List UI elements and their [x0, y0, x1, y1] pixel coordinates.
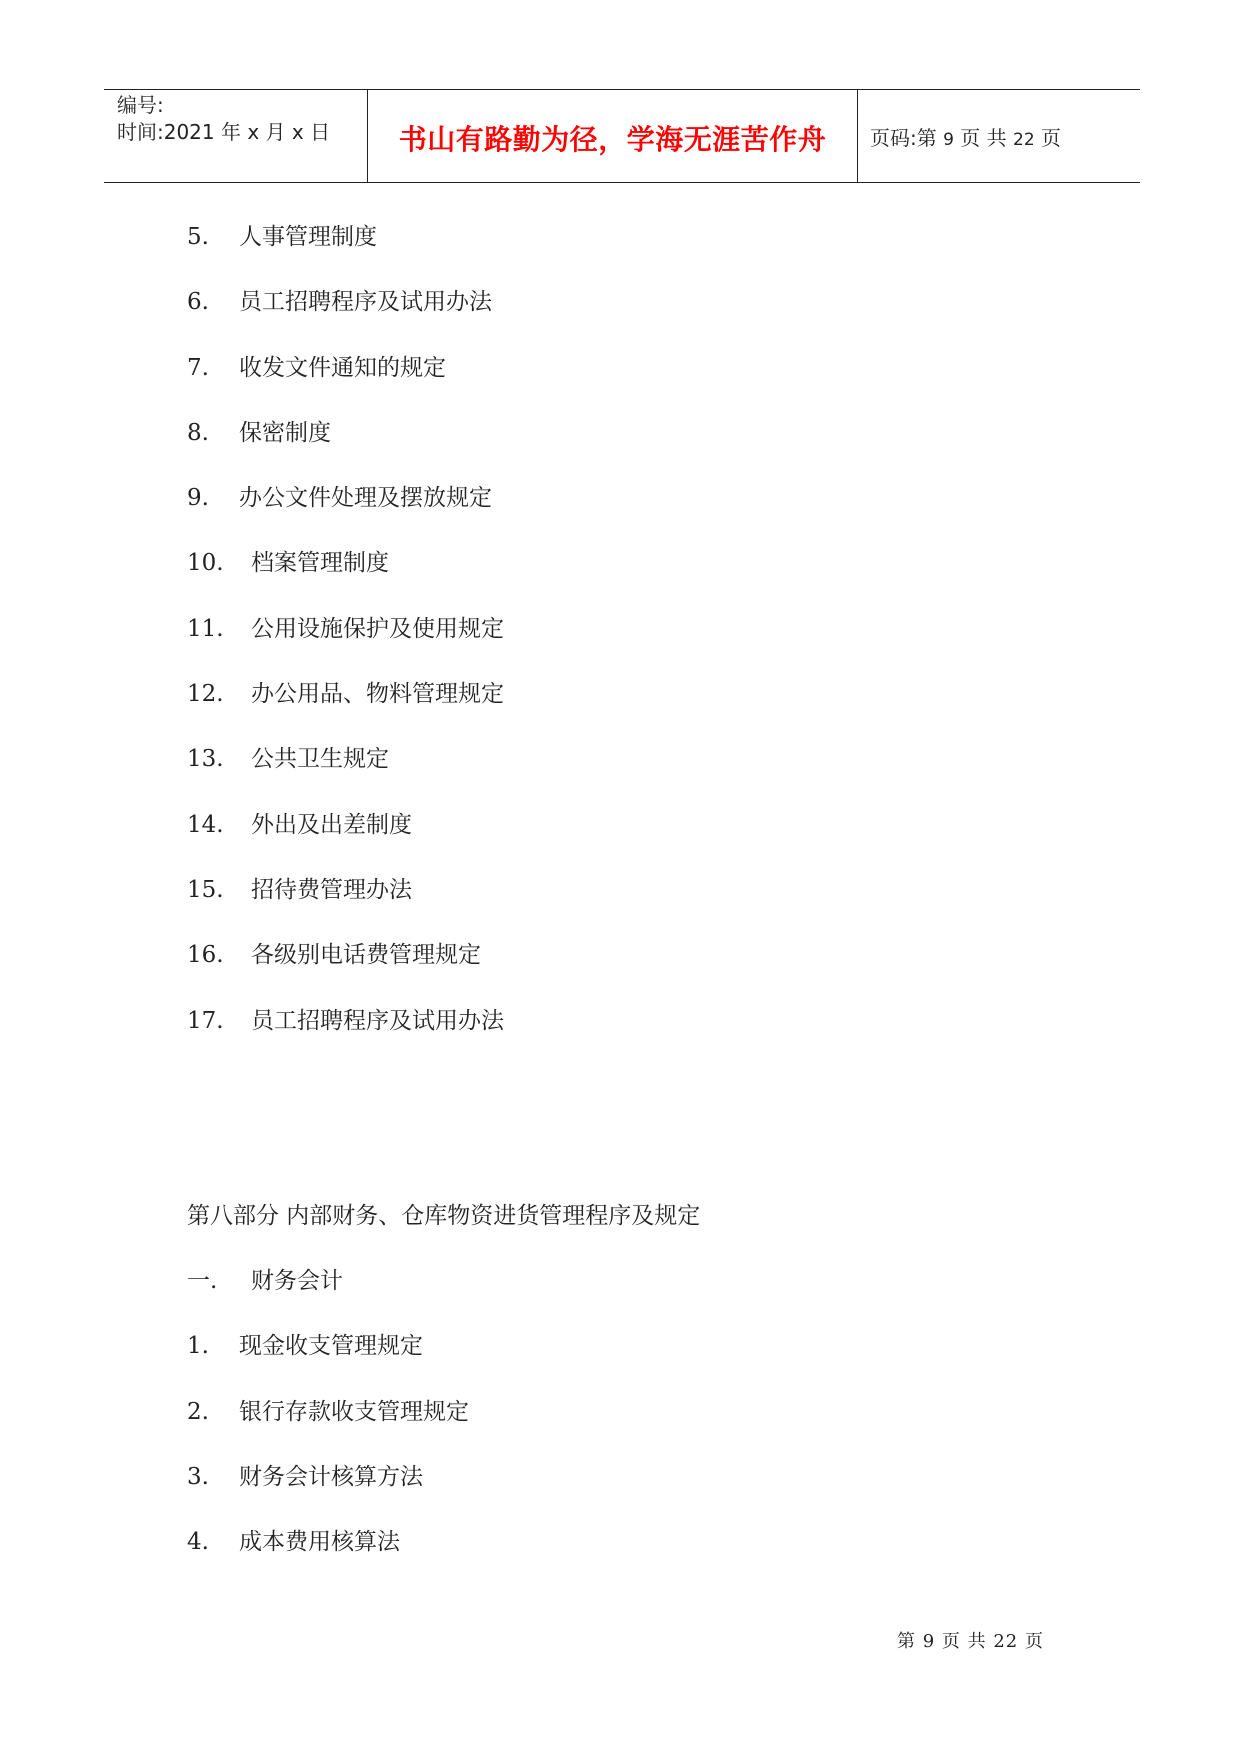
item-text: 办公文件处理及摆放规定 — [239, 485, 492, 512]
item-text: 办公用品、物料管理规定 — [251, 681, 504, 708]
list-item — [187, 810, 1087, 875]
document-date: 时间:2021 年 x 月 x 日 — [117, 120, 331, 144]
item-number: 12. — [187, 681, 224, 708]
list-item — [187, 1527, 1087, 1592]
item-text: 财务会计核算方法 — [239, 1464, 423, 1491]
item-number: 3. — [187, 1464, 209, 1491]
list-item — [187, 679, 1087, 744]
item-text: 招待费管理办法 — [251, 876, 412, 903]
item-number: 6. — [187, 289, 209, 316]
item-text: 收发文件通知的规定 — [239, 354, 446, 381]
page-label-mid: 页 共 — [960, 125, 1007, 150]
list-item — [187, 353, 1087, 418]
item-number: 4. — [187, 1529, 209, 1556]
item-text: 员工招聘程序及试用办法 — [251, 1007, 504, 1034]
list-item — [187, 548, 1087, 613]
document-body — [187, 222, 1087, 1593]
item-number: 15. — [187, 876, 224, 903]
list-item — [187, 222, 1087, 287]
item-number: 2. — [187, 1398, 209, 1425]
item-number: 17. — [187, 1007, 224, 1034]
list-item — [187, 1397, 1087, 1462]
item-text: 公用设施保护及使用规定 — [251, 615, 504, 642]
list-item — [187, 940, 1087, 1005]
list-item — [187, 875, 1087, 940]
item-number: 13. — [187, 746, 224, 773]
list-item — [187, 483, 1087, 548]
item-text: 银行存款收支管理规定 — [239, 1398, 469, 1425]
page-header — [104, 89, 1140, 183]
header-meta — [104, 90, 368, 182]
list-item — [187, 287, 1087, 352]
item-number: 1. — [187, 1333, 209, 1360]
list-item — [187, 1331, 1087, 1396]
list-item — [187, 1462, 1087, 1527]
page-number: 9 — [943, 129, 954, 150]
document-number-label: 编号: — [117, 93, 164, 117]
item-text: 保密制度 — [239, 419, 331, 446]
header-motto: 书山有路勤为径，学海无涯苦作舟 — [398, 123, 827, 156]
section-title: 第八部分 内部财务、仓库物资进货管理程序及规定 — [187, 1202, 701, 1229]
item-text: 人事管理制度 — [239, 224, 377, 250]
item-number: 16. — [187, 942, 224, 969]
item-text: 公共卫生规定 — [251, 746, 389, 773]
item-text: 各级别电话费管理规定 — [251, 942, 481, 969]
list-item — [187, 744, 1087, 809]
item-number: 11. — [187, 615, 224, 642]
item-text: 现金收支管理规定 — [239, 1333, 423, 1360]
page-label-post: 页 — [1041, 125, 1062, 150]
item-text: 外出及出差制度 — [251, 811, 412, 838]
item-text: 档案管理制度 — [251, 550, 389, 577]
page-label-pre: 页码:第 — [870, 125, 937, 150]
item-number: 9. — [187, 485, 209, 512]
header-motto-cell — [368, 90, 858, 182]
list-item — [187, 418, 1087, 483]
page-footer: 第 9 页 共 22 页 — [897, 1631, 1044, 1652]
subsection-heading — [187, 1266, 1087, 1331]
subsection-text: 财务会计 — [251, 1268, 343, 1295]
item-number: 7. — [187, 354, 209, 381]
item-number: 10. — [187, 550, 224, 577]
item-number: 8. — [187, 419, 209, 446]
header-page-info — [858, 90, 1140, 182]
item-text: 成本费用核算法 — [239, 1529, 400, 1556]
list-item — [187, 1006, 1087, 1071]
item-text: 员工招聘程序及试用办法 — [239, 289, 492, 316]
item-number: 14. — [187, 811, 224, 838]
list-item — [187, 614, 1087, 679]
page-total: 22 — [1013, 129, 1035, 150]
page-indicator — [870, 122, 1140, 151]
section-spacer — [187, 1071, 1087, 1201]
subsection-number: 一. — [187, 1268, 218, 1295]
item-number: 5. — [187, 224, 209, 250]
